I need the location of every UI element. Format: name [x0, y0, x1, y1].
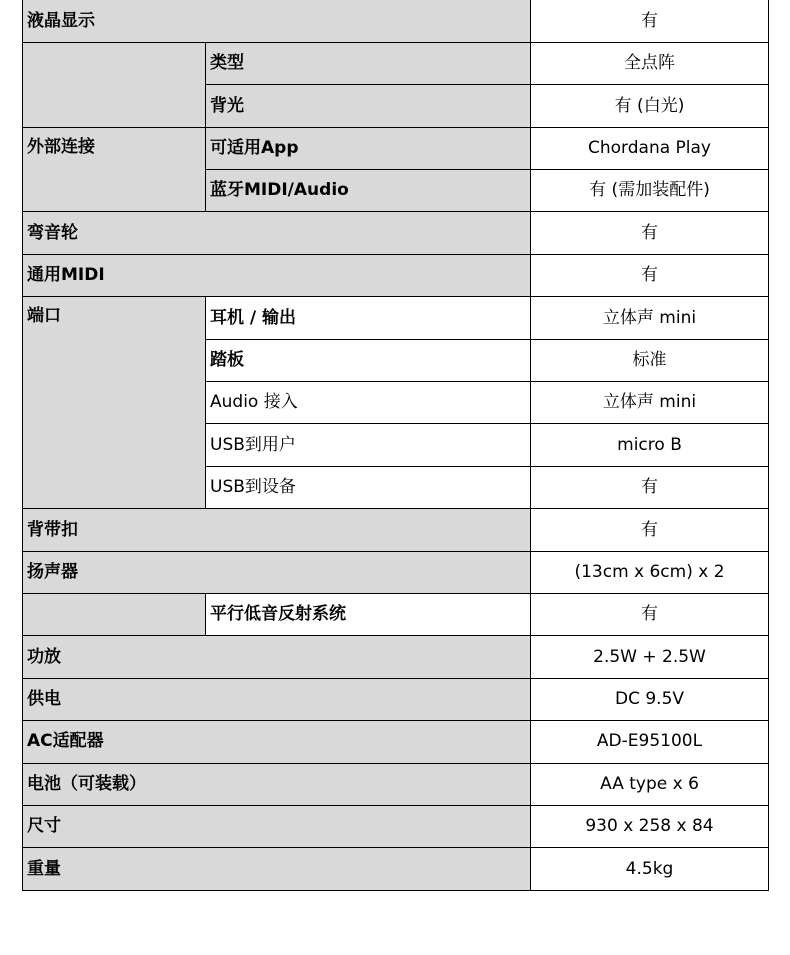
- table-row: [23, 254, 769, 296]
- category-label: 端口: [23, 297, 206, 509]
- subcategory-label: USB到设备: [206, 466, 531, 508]
- table-row: [23, 127, 769, 169]
- category-label: 扬声器: [23, 551, 531, 593]
- table-row: [23, 593, 769, 635]
- spec-value: 930 x 258 x 84: [531, 805, 769, 847]
- category-label: 通用MIDI: [23, 254, 531, 296]
- category-spacer: [23, 42, 206, 127]
- subcategory-label: Audio 接入: [206, 382, 531, 424]
- spec-value: (13cm x 6cm) x 2: [531, 551, 769, 593]
- category-label: 重量: [23, 848, 531, 890]
- spec-value: 立体声 mini: [531, 382, 769, 424]
- subcategory-label: 蓝牙MIDI/Audio: [206, 170, 531, 212]
- spec-value: Chordana Play: [531, 127, 769, 169]
- spec-value: 有 (白光): [531, 85, 769, 127]
- category-label: 液晶显示: [23, 0, 531, 42]
- table-row: [23, 0, 769, 42]
- category-label: 电池（可装载）: [23, 763, 531, 805]
- spec-value: 全点阵: [531, 42, 769, 84]
- category-label: 尺寸: [23, 805, 531, 847]
- spec-value: AD-E95100L: [531, 721, 769, 763]
- spec-value: 有: [531, 0, 769, 42]
- table-row: [23, 848, 769, 890]
- category-label: 弯音轮: [23, 212, 531, 254]
- spec-value: DC 9.5V: [531, 678, 769, 720]
- table-row: [23, 509, 769, 551]
- spec-value: AA type x 6: [531, 763, 769, 805]
- subcategory-label: 类型: [206, 42, 531, 84]
- table-row: [23, 721, 769, 763]
- table-row: [23, 636, 769, 678]
- spec-value: 有: [531, 509, 769, 551]
- spec-value: 有: [531, 466, 769, 508]
- spec-value: micro B: [531, 424, 769, 466]
- spec-value: 2.5W + 2.5W: [531, 636, 769, 678]
- category-label: 背带扣: [23, 509, 531, 551]
- spec-value: 有 (需加装配件): [531, 170, 769, 212]
- spec-value: 有: [531, 212, 769, 254]
- subcategory-label: 踏板: [206, 339, 531, 381]
- category-label: AC适配器: [23, 721, 531, 763]
- spec-value: 有: [531, 254, 769, 296]
- table-row: [23, 678, 769, 720]
- table-row: [23, 805, 769, 847]
- table-row: [23, 763, 769, 805]
- subcategory-label: 背光: [206, 85, 531, 127]
- spec-value: 标准: [531, 339, 769, 381]
- table-row: [23, 297, 769, 339]
- table-row: [23, 551, 769, 593]
- table-row: [23, 42, 769, 84]
- subcategory-label: USB到用户: [206, 424, 531, 466]
- category-label: 供电: [23, 678, 531, 720]
- spec-value: 立体声 mini: [531, 297, 769, 339]
- subcategory-label: 可适用App: [206, 127, 531, 169]
- spec-value: 4.5kg: [531, 848, 769, 890]
- category-spacer: [23, 593, 206, 635]
- spec-table: [22, 0, 769, 891]
- category-label: 外部连接: [23, 127, 206, 212]
- subcategory-label: 平行低音反射系统: [206, 593, 531, 635]
- category-label: 功放: [23, 636, 531, 678]
- spec-value: 有: [531, 593, 769, 635]
- table-row: [23, 212, 769, 254]
- subcategory-label: 耳机 / 输出: [206, 297, 531, 339]
